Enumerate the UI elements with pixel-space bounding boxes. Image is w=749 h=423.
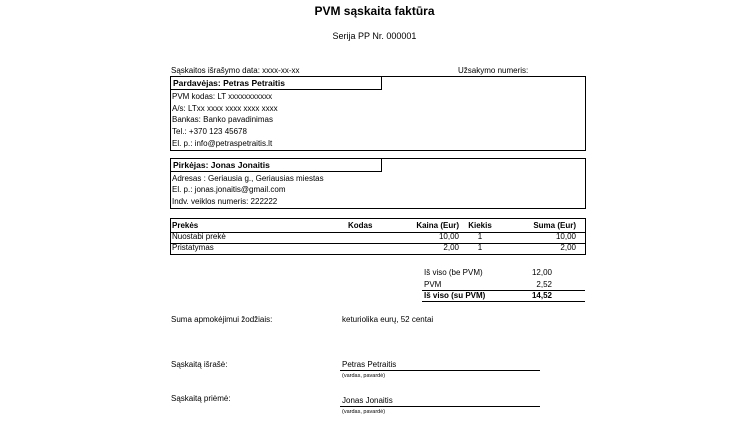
issued-by-hint: (vardas, pavardė) [342,373,386,379]
seller-bank-name: Bankas: Banko pavadinimas [172,115,273,124]
buyer-address: Adresas : Geriausia g., Geriausias miestas [172,174,324,183]
table-row-2-quantity: 1 [477,243,483,252]
table-row-1-quantity: 1 [477,232,483,241]
received-by-signature-line [340,406,540,407]
col-header-sum: Suma (Eur) [533,221,576,230]
table-row-1-price: 10,00 [438,232,459,241]
page-title: PVM sąskaita faktūra [314,4,435,18]
table-row-2-item: Pristatymas [172,243,214,252]
seller-header: Pardavėjas: Petras Petraitis [170,76,382,90]
col-header-price: Kaina (Eur) [416,221,459,230]
total-with-vat-value: 14,52 [531,291,552,300]
seller-email: El. p.: info@petraspetraitis.lt [172,139,273,148]
table-row-1-item: Nuostabi prekė [172,232,226,241]
seller-bank-account: A/s: LTxx xxxx xxxx xxxx xxxx [172,104,278,113]
seller-phone: Tel.: +370 123 45678 [172,127,247,136]
buyer-email: El. p.: jonas.jonaitis@gmail.com [172,185,286,194]
totals-bottom-line [422,301,585,302]
received-by-hint: (vardas, pavardė) [342,409,386,415]
amount-words-value: keturiolika eurų, 52 centai [342,315,434,324]
total-with-vat-label: Iš viso (su PVM) [424,291,486,300]
col-header-items: Prekės [172,221,199,230]
total-without-vat-label: Iš viso (be PVM) [424,268,483,277]
vat-label: PVM [424,280,442,289]
amount-words-label: Suma apmokėjimui žodžiais: [171,315,273,324]
issued-by-label: Sąskaitą išrašė: [171,360,228,369]
col-header-code: Kodas [348,221,373,230]
buyer-header: Pirkėjas: Jonas Jonaitis [170,158,382,172]
issue-date: Sąskaitos išrašymo data: xxxx-xx-xx [171,66,300,75]
buyer-activity-number: Indv. veiklos numeris: 222222 [172,197,278,206]
table-row-2-price: 2,00 [443,243,459,252]
received-by-label: Sąskaitą priėmė: [171,394,231,403]
col-header-quantity: Kiekis [468,221,492,230]
issued-by-name: Petras Petraitis [342,360,397,369]
issued-by-signature-line [340,370,540,371]
table-row-1-sum: 10,00 [555,232,576,241]
table-row-2-sum: 2,00 [560,243,576,252]
invoice-series: Serija PP Nr. 000001 [332,31,417,41]
order-number: Užsakymo numeris: [458,66,529,75]
received-by-name: Jonas Jonaitis [342,396,393,405]
seller-vat-code: PVM kodas: LT xxxxxxxxxxx [172,92,273,101]
vat-value: 2,52 [536,280,552,289]
total-without-vat-value: 12,00 [531,268,552,277]
